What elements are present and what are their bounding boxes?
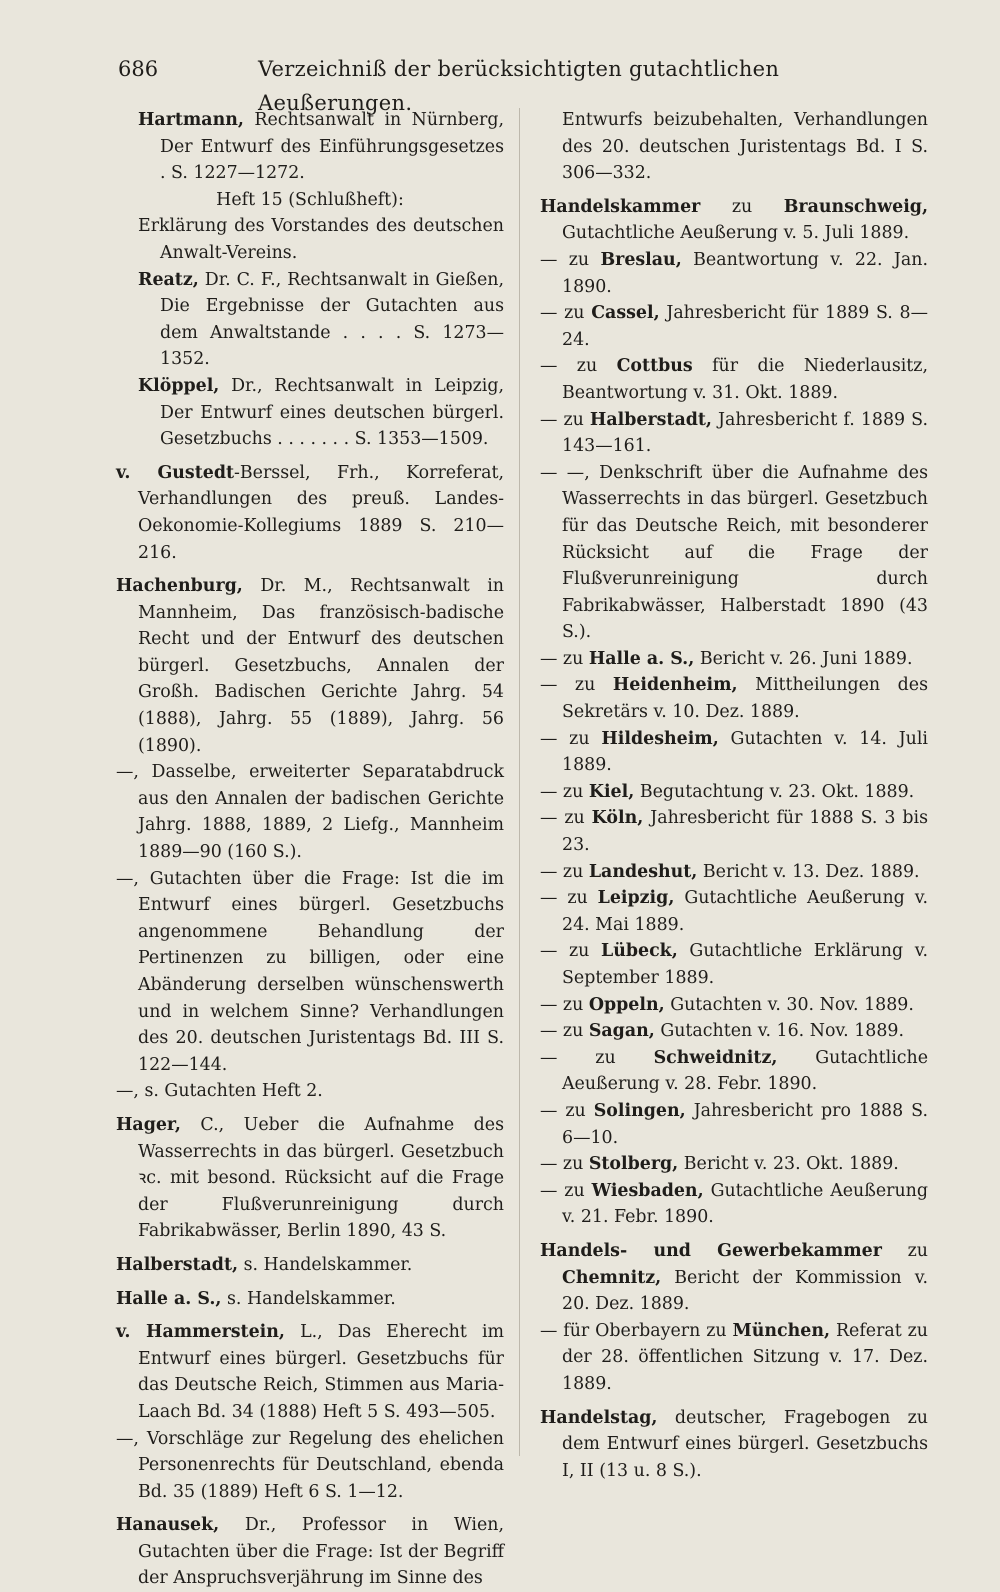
running-head: Verzeichniß der berücksichtigten gutachtlichen Aeußerungen.: [258, 57, 780, 115]
list-item: [540, 107, 928, 187]
list-item: [540, 992, 928, 1019]
entry-name: Leipzig,: [597, 888, 675, 909]
entry-prefix: — zu: [540, 1154, 584, 1175]
entry-text: deutscher, Fragebogen zu dem Entwurf eines bürgerl. Gesetzbuchs I, II (13 u. 8 S.).: [562, 1407, 928, 1481]
entry-text: Beantwortung v. 22. Jan. 1890.: [562, 249, 929, 297]
entry-name: Oppeln,: [588, 994, 665, 1015]
list-item: [116, 759, 504, 865]
entry-name: v. Gustedt: [116, 462, 235, 483]
list-item: [540, 1405, 928, 1485]
entry-name: Halberstadt,: [589, 409, 712, 430]
entry-text: Jahresbericht für 1888 S. 3 bis 23.: [562, 808, 928, 856]
entry-prefix: — für Oberbayern zu: [540, 1320, 727, 1341]
list-item: [116, 373, 504, 453]
entry-name: Cottbus: [616, 356, 693, 377]
list-item: [116, 1426, 504, 1506]
entry-name: Chemnitz,: [562, 1267, 662, 1288]
entry-name: Hanausek,: [116, 1515, 220, 1536]
list-item: [540, 300, 928, 353]
entry-text: Gutachtliche Aeußerung v. 5. Juli 1889.: [562, 223, 910, 244]
list-item: [116, 1512, 504, 1592]
entry-name: Landeshut,: [588, 861, 698, 882]
entry-text: Gutachten v. 30. Nov. 1889.: [670, 994, 914, 1015]
list-item: [540, 885, 928, 938]
entry-prefix: — zu: [540, 675, 596, 696]
list-item: [540, 407, 928, 460]
list-item: [116, 866, 504, 1079]
entry-name: Breslau,: [600, 249, 682, 270]
entry-name: Handelstag,: [540, 1407, 658, 1428]
entry-name: Klöppel,: [138, 375, 220, 396]
entry-prefix: — zu: [540, 409, 584, 430]
entry-text: Jahresbericht pro 1888 S. 6—10.: [562, 1100, 928, 1148]
entry-name: Stolberg,: [588, 1154, 679, 1175]
entry-text: s. Handelskammer.: [227, 1288, 396, 1309]
entry-prefix: — zu: [540, 781, 584, 802]
entry-prefix: — zu: [540, 1100, 586, 1121]
list-item: [540, 1018, 928, 1045]
entry-text: Bericht v. 23. Okt. 1889.: [683, 1154, 899, 1175]
list-item: [540, 247, 928, 300]
entry-name: Hager,: [116, 1114, 181, 1135]
entry-text: Dr. C. F., Rechtsanwalt in Gießen, Die Ergebnisse der Gutachten aus dem Anwaltstande . . . . S. 1273—1352.: [160, 269, 504, 370]
list-item: [540, 779, 928, 806]
list-item: [540, 194, 928, 247]
entry-text: Jahresbericht f. 1889 S. 143—161.: [562, 409, 928, 457]
list-item: [116, 213, 504, 266]
entry-text: für die Niederlausitz, Beantwortung v. 31. Okt. 1889.: [562, 356, 928, 403]
entry-text: Gutachtliche Aeußerung v. 21. Febr. 1890.: [562, 1180, 929, 1228]
entry-name: Reatz,: [138, 269, 199, 290]
entry-name: München,: [732, 1320, 831, 1341]
entry-name: Hartmann,: [138, 110, 244, 130]
entry-text: Dr. M., Rechtsanwalt in Mannheim, Das französisch-badische Recht und der Entwurf des deutschen bürgerl. Gesetzbuchs, Annalen der Großh. Badischen Gerichte Jahrg. 54 (1888), Jahrg. 55 (1889), Jahrg. 56 (1890).: [138, 576, 504, 756]
list-item: [540, 1151, 928, 1178]
entry-name: Handels- und Gewerbekammer: [540, 1240, 882, 1261]
entry-prefix: — zu: [540, 303, 585, 324]
page-number: 686: [118, 57, 159, 81]
entry-prefix: — zu: [540, 888, 588, 909]
list-item: [540, 1045, 928, 1098]
entry-text: — —, Denkschrift über die Aufnahme des Wasserrechts in das bürgerl. Gesetzbuch für das Deutsche Reich, mit besonderer Rücksicht auf die Frage der Flußverunreinigung durch Fabrikabwässer, Halberstadt 1890 (43 S.).: [540, 462, 928, 643]
entry-name: Solingen,: [593, 1100, 686, 1121]
entry-name: Sagan,: [588, 1021, 655, 1042]
entry-text: -Berssel, Frh., Korreferat, Verhandlungen des preuß. Landes-Oekonomie-Kollegiums 1889 S. 210—216.: [138, 462, 504, 563]
list-item: [540, 353, 928, 406]
entry-text: C., Ueber die Aufnahme des Wasserrechts in das bürgerl. Gesetzbuch ꝛc. mit besond. Rücksicht auf die Frage der Flußverunreinigung durch Fabrikabwässer, Berlin 1890, 43 S.: [138, 1114, 505, 1242]
entry-name: Cassel,: [591, 303, 660, 324]
list-item: [116, 460, 504, 566]
entry-prefix: — zu: [540, 808, 585, 829]
entry-text: L., Das Eherecht im Entwurf eines bürgerl. Gesetzbuchs für das Deutsche Reich, Stimmen aus Maria-Laach Bd. 34 (1888) Heft 5 S. 493—505.: [138, 1322, 505, 1422]
list-item: [540, 1178, 928, 1231]
entry-text: Entwurfs beizubehalten, Verhandlungen des 20. deutschen Juristentags Bd. I S. 306—332.: [562, 110, 928, 184]
list-item: [116, 267, 504, 373]
list-item: [116, 1286, 504, 1313]
list-item: [540, 1238, 928, 1318]
list-item: [540, 460, 928, 646]
list-item: [540, 938, 928, 991]
entry-text: Gutachtliche Aeußerung v. 28. Febr. 1890.: [562, 1047, 929, 1095]
entry-prefix: — zu: [540, 1180, 585, 1201]
entry-name: Wiesbaden,: [591, 1180, 704, 1201]
entry-connector: zu: [731, 196, 753, 217]
list-item: [116, 107, 504, 187]
entry-text: Mittheilungen des Sekretärs v. 10. Dez. 1889.: [562, 675, 929, 723]
list-item: [540, 726, 928, 779]
entry-text: —, Dasselbe, erweiterter Separatabdruck aus den Annalen der badischen Gerichte Jahrg. 1888, 1889, 2 Liefg., Mannheim 1889—90 (160 S.).: [116, 762, 504, 863]
entry-text: —, Vorschläge zur Regelung des ehelichen Personenrechts für Deutschland, ebenda Bd. 35 (1889) Heft 6 S. 1—12.: [116, 1428, 504, 1502]
entry-name: Braunschweig,: [783, 196, 929, 217]
entry-name: Hachenburg,: [116, 576, 243, 597]
entry-prefix: — zu: [540, 249, 590, 270]
list-item: [540, 1098, 928, 1151]
entry-text: Dr., Professor in Wien, Gutachten über die Frage: Ist der Begriff der Anspruchsverjährung im Sinne des: [138, 1515, 504, 1589]
entry-name: Lübeck,: [601, 941, 678, 962]
list-item: [116, 1252, 504, 1279]
list-item: [116, 1319, 504, 1425]
entry-prefix: — zu: [540, 861, 584, 882]
entry-prefix: — zu: [540, 1021, 584, 1042]
entry-text: s. Handelskammer.: [243, 1254, 413, 1275]
entry-name: Halberstadt,: [116, 1254, 239, 1275]
left-column: [116, 107, 504, 1592]
entry-text: Bericht v. 13. Dez. 1889.: [702, 861, 920, 882]
entry-name: Hildesheim,: [601, 728, 719, 749]
list-item: [540, 805, 928, 858]
entry-name: v. Hammerstein,: [116, 1322, 285, 1343]
entry-text: Gutachten v. 14. Juli 1889.: [562, 728, 928, 776]
list-item: [540, 646, 928, 673]
entry-name: Kiel,: [588, 781, 635, 802]
entry-text: Heft 15 (Schlußheft):: [216, 189, 404, 210]
entry-connector: zu: [907, 1240, 928, 1261]
list-item: [116, 573, 504, 759]
entry-text: Bericht v. 26. Juni 1889.: [699, 648, 913, 669]
entry-name: Köln,: [591, 808, 644, 829]
entry-name: Schweidnitz,: [653, 1047, 778, 1068]
entry-text: Bericht der Kommission v. 20. Dez. 1889.: [562, 1267, 928, 1315]
entry-text: Rechtsanwalt in Nürnberg, Der Entwurf des Einführungsgesetzes . S. 1227—1272.: [160, 110, 504, 184]
entry-prefix: — zu: [540, 1047, 616, 1068]
list-item: [540, 1318, 928, 1398]
right-column: [540, 107, 928, 1484]
entry-text: Gutachtliche Erklärung v. September 1889.: [562, 941, 928, 988]
entry-prefix: — zu: [540, 648, 584, 669]
list-item: [540, 859, 928, 886]
list-item: [116, 1112, 504, 1245]
entry-text: —, s. Gutachten Heft 2.: [116, 1081, 323, 1102]
entry-text: Jahresbericht für 1889 S. 8—24.: [562, 303, 928, 350]
entry-name: Handelskammer: [540, 196, 701, 217]
entry-name: Halle a. S.,: [588, 648, 695, 669]
list-item: [116, 1078, 504, 1105]
entry-name: Heidenheim,: [612, 675, 738, 696]
page-header: [118, 52, 788, 115]
entry-text: Gutachtliche Aeußerung v. 24. Mai 1889.: [562, 888, 929, 935]
entry-text: Erklärung des Vorstandes des deutschen Anwalt-Vereins.: [138, 216, 504, 263]
list-item: [540, 672, 928, 725]
entry-text: Gutachten v. 16. Nov. 1889.: [660, 1021, 905, 1042]
section-subheading: [116, 187, 504, 214]
entry-prefix: — zu: [540, 994, 584, 1015]
entry-text: Begutachtung v. 23. Okt. 1889.: [639, 781, 915, 802]
entry-text: Referat zu der 28. öffentlichen Sitzung v. 17. Dez. 1889.: [562, 1320, 929, 1394]
entry-prefix: — zu: [540, 356, 598, 377]
entry-text: Dr., Rechtsanwalt in Leipzig, Der Entwurf eines deutschen bürgerl. Gesetzbuchs . . . . . . . S. 1353—1509.: [160, 375, 504, 450]
entry-prefix: — zu: [540, 941, 590, 962]
column-divider: [519, 108, 520, 1456]
entry-prefix: — zu: [540, 728, 590, 749]
entry-text: —, Gutachten über die Frage: Ist die im Entwurf eines bürgerl. Gesetzbuchs angenommene Behandlung der Pertinenzen zu billigen, oder eine Abänderung derselben wünschenswerth und in welchem Sinne? Verhandlungen des 20. deutschen Juristentags Bd. III S. 122—144.: [116, 868, 504, 1075]
entry-name: Halle a. S.,: [116, 1288, 222, 1309]
